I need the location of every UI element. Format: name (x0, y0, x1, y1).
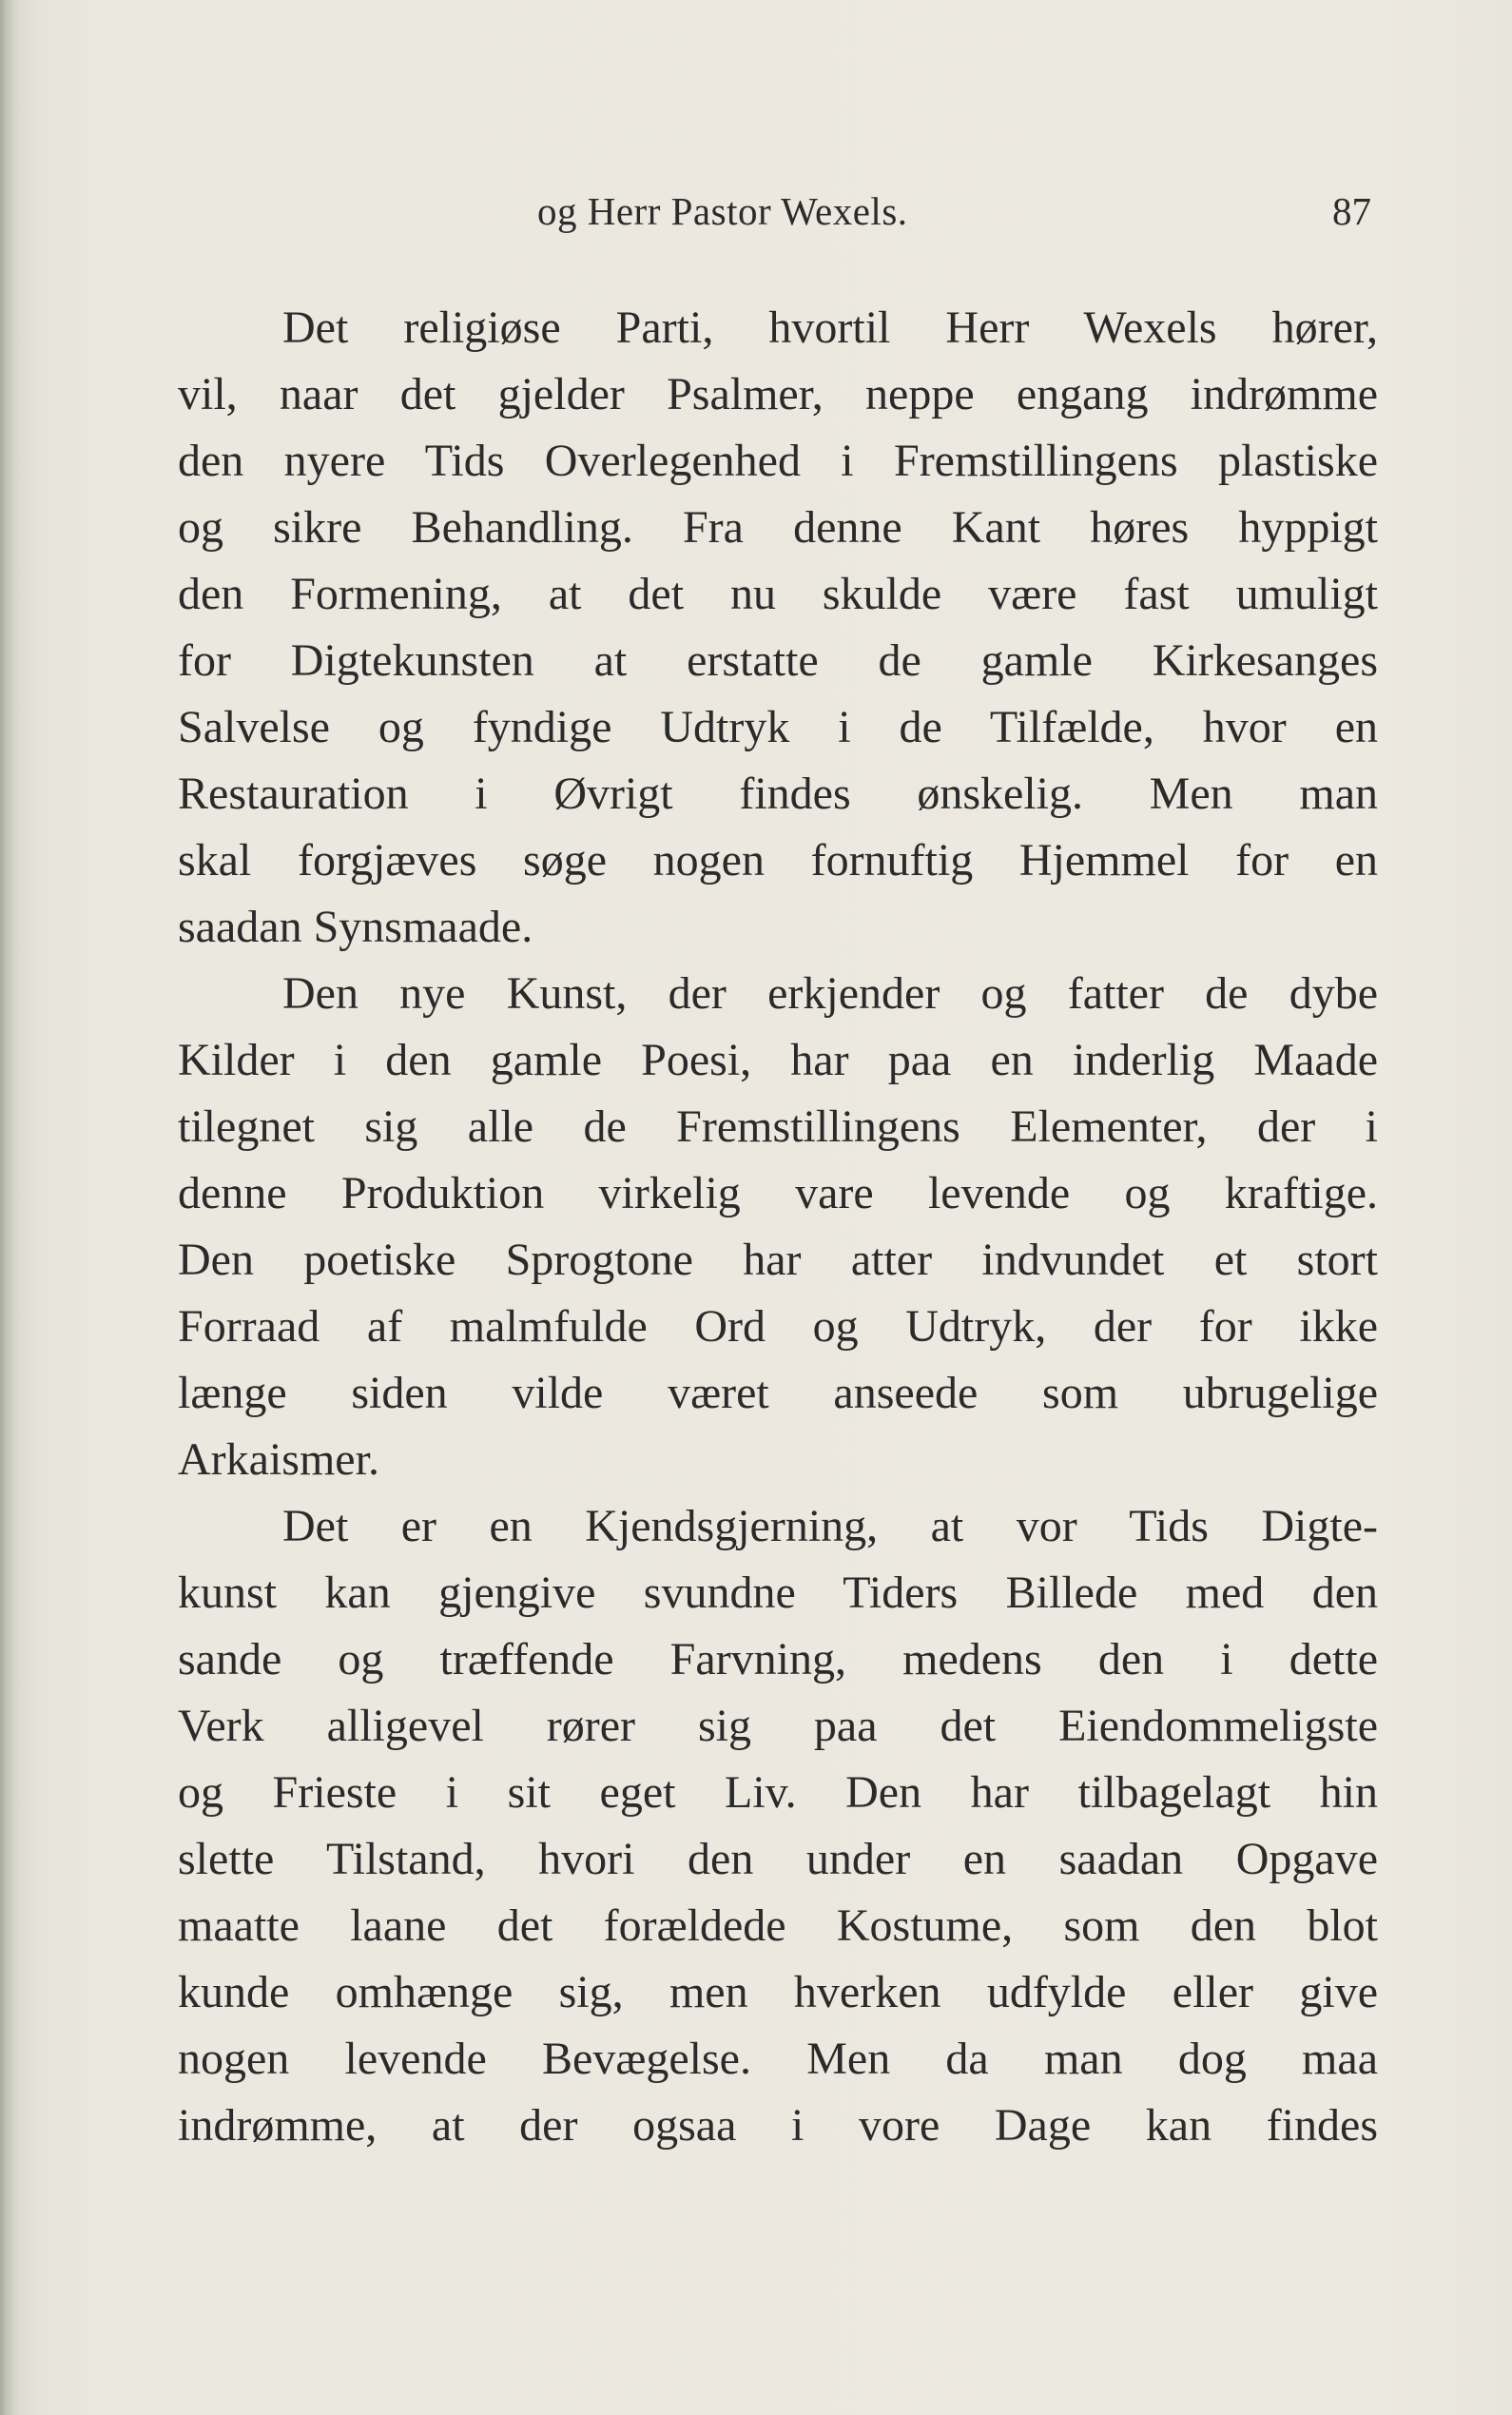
text-line: Restauration i Øvrigt findes ønskelig. Men man (178, 769, 1378, 819)
text-line: Det er en Kjendsgjerning, at vor Tids Digte- (282, 1501, 1378, 1551)
text-line: saadan Synsmaade. (178, 902, 533, 952)
text-line: Den poetiske Sprogtone har atter indvundet et stort (178, 1235, 1378, 1285)
text-line: Salvelse og fyndige Udtryk i de Tilfælde, hvor en (178, 702, 1378, 752)
page-number: 87 (1332, 189, 1371, 233)
text-line: kunde omhænge sig, men hverken udfylde eller give (178, 1967, 1378, 2017)
text-line: Det religiøse Parti, hvortil Herr Wexels hører, (282, 302, 1378, 353)
page-gutter-shadow (0, 0, 21, 2415)
text-line: Verk alligevel rører sig paa det Eiendommeligste (178, 1701, 1378, 1751)
text-line: Den nye Kunst, der erkjender og fatter de dybe (282, 968, 1378, 1019)
text-line: skal forgjæves søge nogen fornuftig Hjemmel for en (178, 835, 1378, 886)
text-line: denne Produktion virkelig vare levende og kraftige. (178, 1168, 1378, 1218)
running-header (537, 188, 1371, 240)
text-line: længe siden vilde været anseede som ubrugelige (178, 1368, 1378, 1418)
text-line: Arkaismer. (178, 1434, 379, 1485)
text-line: indrømme, at der ogsaa i vore Dage kan findes (178, 2100, 1378, 2151)
text-line: den Formening, at det nu skulde være fast umuligt (178, 569, 1378, 619)
text-line: og sikre Behandling. Fra denne Kant høres hyppigt (178, 502, 1378, 553)
text-line: for Digtekunsten at erstatte de gamle Kirkesanges (178, 635, 1378, 686)
text-line: nogen levende Bevægelse. Men da man dog maa (178, 2034, 1378, 2084)
text-line: slette Tilstand, hvori den under en saadan Opgave (178, 1834, 1378, 1884)
body-text (178, 295, 1378, 2159)
text-line: Kilder i den gamle Poesi, har paa en inderlig Maade (178, 1035, 1378, 1085)
text-line: Forraad af malmfulde Ord og Udtryk, der for ikke (178, 1301, 1378, 1352)
text-line: tilegnet sig alle de Fremstillingens Elementer, der i (178, 1101, 1378, 1152)
running-title: og Herr Pastor Wexels. (537, 189, 908, 233)
text-line: vil, naar det gjelder Psalmer, neppe engang indrømme (178, 369, 1378, 419)
text-line: den nyere Tids Overlegenhed i Fremstillingens plastiske (178, 436, 1378, 486)
text-line: kunst kan gjengive svundne Tiders Billede med den (178, 1568, 1378, 1618)
text-line: maatte laane det forældede Kostume, som den blot (178, 1900, 1378, 1951)
text-line: og Frieste i sit eget Liv. Den har tilbagelagt hin (178, 1767, 1378, 1818)
text-line: sande og træffende Farvning, medens den i dette (178, 1634, 1378, 1685)
